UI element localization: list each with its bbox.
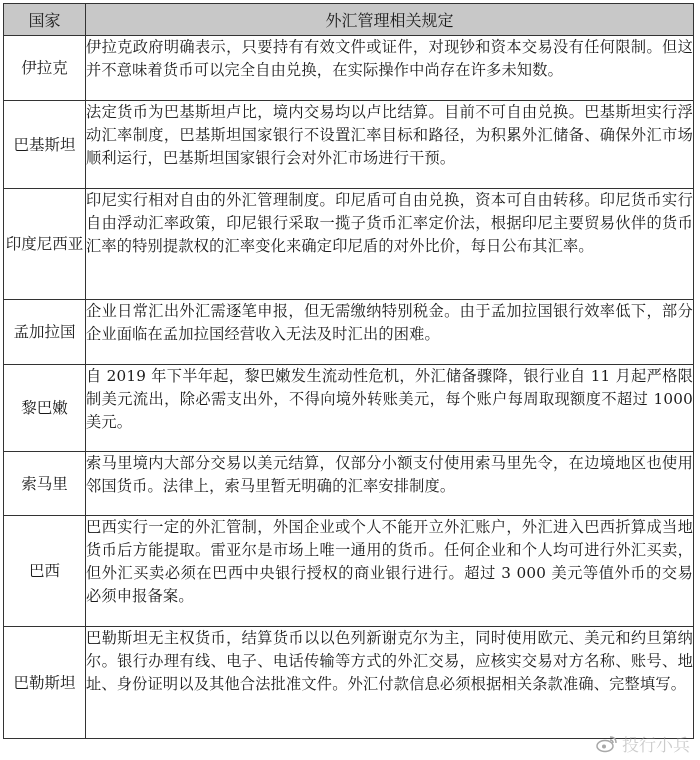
rule-cell: 法定货币为巴基斯坦卢比，境内交易均以卢比结算。目前不可自由兑换。巴基斯坦实行浮动汇率制度，巴基斯坦国家银行不设置汇率目标和路径，为积累外汇储备、确保外汇市场顺利运行，巴基斯坦国家银行会对外汇市场进行干预。 — [86, 101, 694, 189]
table-row — [4, 101, 694, 189]
country-cell: 巴基斯坦 — [4, 101, 86, 189]
rule-cell: 巴勒斯坦无主权货币，结算货币以以色列新谢克尔为主，同时使用欧元、美元和约旦第纳尔。银行办理有线、电子、电话传输等方式的外汇交易，应核实交易对方名称、账号、地址、身份证明以及其他合法批准文件。外汇付款信息必须根据相关条款准确、完整填写。 — [86, 627, 694, 739]
country-cell: 索马里 — [4, 452, 86, 516]
table-row — [4, 365, 694, 452]
country-cell: 巴勒斯坦 — [4, 627, 86, 739]
country-cell: 伊拉克 — [4, 36, 86, 101]
rule-cell: 索马里境内大部分交易以美元结算，仅部分小额支付使用索马里先令，在边境地区也使用邻国货币。法律上，索马里暂无明确的汇率安排制度。 — [86, 452, 694, 516]
header-rules: 外汇管理相关规定 — [86, 4, 694, 36]
country-cell: 孟加拉国 — [4, 300, 86, 365]
header-country: 国家 — [4, 4, 86, 36]
table-row — [4, 300, 694, 365]
rule-cell: 印尼实行相对自由的外汇管理制度。印尼盾可自由兑换，资本可自由转移。印尼货币实行自由浮动汇率政策，印尼银行采取一揽子货币汇率定价法，根据印尼主要贸易伙伴的货币汇率的特别提款权的汇率变化来确定印尼盾的对外比价，每日公布其汇率。 — [86, 189, 694, 300]
table-row — [4, 36, 694, 101]
weibo-icon — [596, 735, 618, 753]
header-row — [4, 4, 694, 36]
table-row — [4, 189, 694, 300]
rule-cell: 伊拉克政府明确表示，只要持有有效文件或证件，对现钞和资本交易没有任何限制。但这并不意味着货币可以完全自由兑换，在实际操作中尚存在许多未知数。 — [86, 36, 694, 101]
forex-regulation-table — [3, 3, 694, 739]
rule-cell: 企业日常汇出外汇需逐笔申报，但无需缴纳特别税金。由于孟加拉国银行效率低下，部分企业面临在孟加拉国经营收入无法及时汇出的困难。 — [86, 300, 694, 365]
table-row — [4, 627, 694, 739]
rule-cell: 巴西实行一定的外汇管制，外国企业或个人不能开立外汇账户，外汇进入巴西折算成当地货币后方能提取。雷亚尔是市场上唯一通用的货币。任何企业和个人均可进行外汇买卖，但外汇买卖必须在巴西中央银行授权的商业银行进行。超过 3 000 美元等值外币的交易必须申报备案。 — [86, 516, 694, 627]
country-cell: 印度尼西亚 — [4, 189, 86, 300]
watermark — [596, 731, 690, 756]
table-row — [4, 516, 694, 627]
rule-cell: 自 2019 年下半年起，黎巴嫩发生流动性危机，外汇储备骤降，银行业自 11 月起严格限制美元流出，除必需支出外，不得向境外转账美元，每个账户每周取现额度不超过 1000 美元。 — [86, 365, 694, 452]
watermark-text: 投行小兵 — [622, 736, 690, 756]
country-cell: 黎巴嫩 — [4, 365, 86, 452]
country-cell: 巴西 — [4, 516, 86, 627]
table-row — [4, 452, 694, 516]
